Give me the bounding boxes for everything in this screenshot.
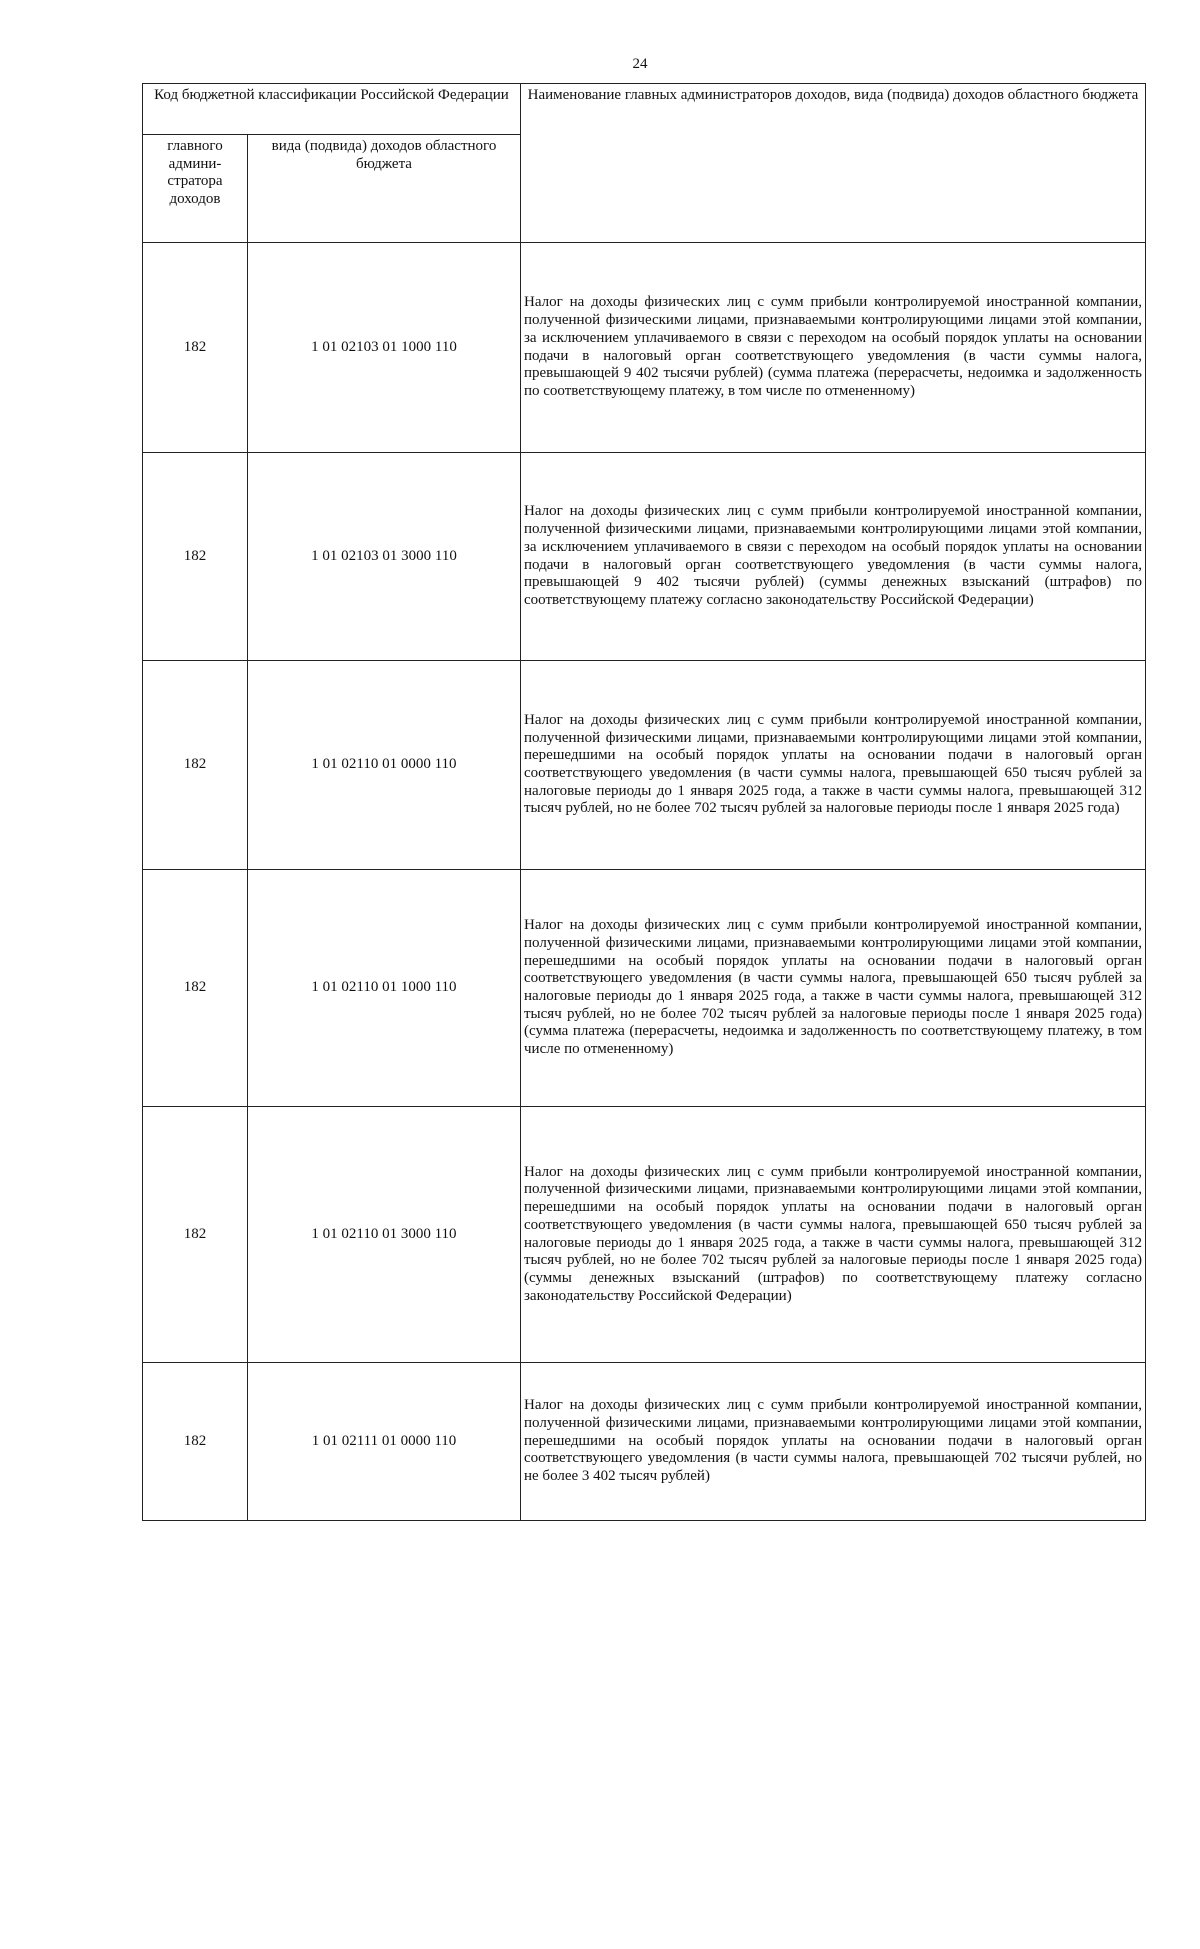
admin-code-cell: 182: [143, 243, 248, 453]
page-number: 24: [632, 56, 648, 72]
description-cell: Налог на доходы физических лиц с сумм прибыли контролируемой иностранной компании, полученной физическими лицами, признаваемыми контролирующими лицами этой компании, перешедшими на особый порядок уплаты на основании подачи в налоговый орган соответствующего уведомления (в части суммы налога, превышающей 650 тысяч рублей за налоговые периоды до 1 января 2025 года, а также в части суммы налога, превышающей 312 тысяч рублей, но не более 702 тысяч рублей за налоговые периоды после 1 января 2025 года): [521, 661, 1146, 870]
table-row: [143, 870, 1146, 1107]
admin-code-cell: 182: [143, 453, 248, 661]
income-code-cell: 1 01 02110 01 1000 110: [248, 870, 521, 1107]
table-row: [143, 1107, 1146, 1363]
budget-classification-table: [142, 83, 1146, 1521]
admin-code-cell: 182: [143, 1363, 248, 1521]
header-description: Наименование главных администраторов доходов, вида (подвида) доходов областного бюджета: [521, 84, 1146, 243]
income-code-cell: 1 01 02103 01 1000 110: [248, 243, 521, 453]
header-classification-code: Код бюджетной классификации Российской Федерации: [143, 84, 521, 135]
admin-code-cell: 182: [143, 661, 248, 870]
table-row: [143, 1363, 1146, 1521]
admin-code-cell: 182: [143, 870, 248, 1107]
admin-code-cell: 182: [143, 1107, 248, 1363]
description-cell: Налог на доходы физических лиц с сумм прибыли контролируемой иностранной компании, полученной физическими лицами, признаваемыми контролирующими лицами этой компании, перешедшими на особый порядок уплаты на основании подачи в налоговый орган соответствующего уведомления (в части суммы налога, превышающей 650 тысяч рублей за налоговые периоды до 1 января 2025 года, а также в части суммы налога, превышающей 312 тысяч рублей, но не более 702 тысяч рублей за налоговые периоды после 1 января 2025 года) (суммы денежных взысканий (штрафов) по соответствующему платежу согласно законодательству Российской Федерации): [521, 1107, 1146, 1363]
income-code-cell: 1 01 02111 01 0000 110: [248, 1363, 521, 1521]
table-row: [143, 243, 1146, 453]
income-code-cell: 1 01 02103 01 3000 110: [248, 453, 521, 661]
description-cell: Налог на доходы физических лиц с сумм прибыли контролируемой иностранной компании, полученной физическими лицами, признаваемыми контролирующими лицами этой компании, перешедшими на особый порядок уплаты на основании подачи в налоговый орган соответствующего уведомления (в части суммы налога, превышающей 702 тысячи рублей, но не более 3 402 тысяч рублей): [521, 1363, 1146, 1521]
header-admin-code: главного админи-стратора доходов: [143, 135, 248, 243]
description-cell: Налог на доходы физических лиц с сумм прибыли контролируемой иностранной компании, полученной физическими лицами, признаваемыми контролирующими лицами этой компании, за исключением уплачиваемого в связи с переходом на особый порядок уплаты на основании подачи в налоговый орган соответствующего уведомления (в части суммы налога, превышающей 9 402 тысячи рублей) (сумма платежа (перерасчеты, недоимка и задолженность по соответствующему платежу, в том числе по отмененному): [521, 243, 1146, 453]
table-row: [143, 661, 1146, 870]
description-cell: Налог на доходы физических лиц с сумм прибыли контролируемой иностранной компании, полученной физическими лицами, признаваемыми контролирующими лицами этой компании, за исключением уплачиваемого в связи с переходом на особый порядок уплаты на основании подачи в налоговый орган соответствующего уведомления (в части суммы налога, превышающей 9 402 тысячи рублей) (суммы денежных взысканий (штрафов) по соответствующему платежу согласно законодательству Российской Федерации): [521, 453, 1146, 661]
description-cell: Налог на доходы физических лиц с сумм прибыли контролируемой иностранной компании, полученной физическими лицами, признаваемыми контролирующими лицами этой компании, перешедшими на особый порядок уплаты на основании подачи в налоговый орган соответствующего уведомления (в части суммы налога, превышающей 650 тысяч рублей за налоговые периоды до 1 января 2025 года, а также в части суммы налога, превышающей 312 тысяч рублей, но не более 702 тысяч рублей за налоговые периоды после 1 января 2025 года) (сумма платежа (перерасчеты, недоимка и задолженность по соответствующему платежу, в том числе по отмененному): [521, 870, 1146, 1107]
table-row: [143, 453, 1146, 661]
header-income-kind: вида (подвида) доходов областного бюджета: [248, 135, 521, 243]
income-code-cell: 1 01 02110 01 3000 110: [248, 1107, 521, 1363]
income-code-cell: 1 01 02110 01 0000 110: [248, 661, 521, 870]
